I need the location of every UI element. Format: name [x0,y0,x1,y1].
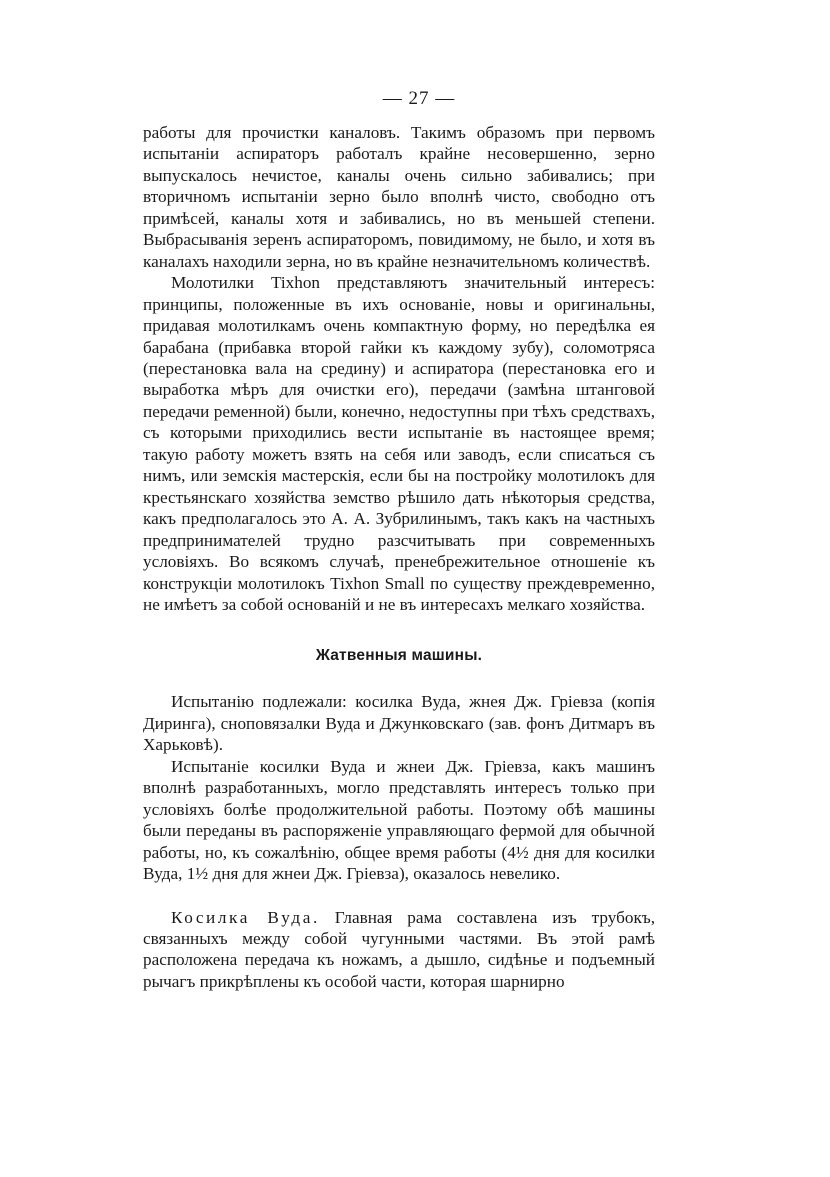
paragraph-tixhon-threshers: Молотилки Tixhon представляютъ значительный интересъ: принципы, положенные въ ихъ основаніе, новы и оригинальны, придавая молотилкамъ очень компактную форму, но передѣлка ея барабана (прибавка второй гайки къ каждому зубу), соломотряса (перестановка вала на средину) и аспиратора (перестановка его и выработка мѣръ для очистки его), передачи (замѣна штанговой передачи ременной) были, конечно, недоступны при тѣхъ средствахъ, съ которыми приходились вести испытаніе въ настоящее время; такую работу можетъ взять на себя или заводъ, если списаться съ нимъ, или земскія мастерскія, если бы на постройку молотилокъ для крестьянскаго хозяйства земство рѣшило дать нѣкоторыя средства, какъ предполагалось это А. А. Зубрилинымъ, такъ какъ на частныхъ предпринимателей трудно разсчитывать при современныхъ условіяхъ. Во всякомъ случаѣ, пренебрежительное отношеніе къ конструкціи молотилокъ Tixhon Small по существу преждевременно, не имѣетъ за собой основаній и не въ интересахъ мелкаго хозяйства. [143,273,655,614]
wood-mower-text: Главная рама составлена изъ трубокъ, связанныхъ между собой чугунными частями. Въ этой рамѣ расположена передача къ ножамъ, а дышло, сидѣнье и подъемный рычагъ прикрѣплены къ особой части, которая шарнирно [143,907,655,991]
wood-mower-lead: Косилка Вуда. [171,907,320,927]
section-title-harvesting-machines: Жатвенныя машины. [315,647,483,665]
paragraph-gap [143,885,655,907]
paragraph-mower-reaper-trial: Испытаніе косилки Вуда и жнеи Дж. Гріевза, какъ машинъ вполнѣ разработанныхъ, могло представлять интересъ только при условіяхъ болѣе продолжительной работы. Поэтому обѣ машины были переданы въ распоряженіе управляющаго фермой для обычной работы, но, къ сожалѣнію, общее время работы (4½ дня для косилки Вуда, 1½ дня для жнеи Дж. Гріевза), оказалось невелико. [143,756,655,884]
page-number: — 27 — [382,88,456,109]
paragraph-aspirator-results: работы для прочистки каналовъ. Такимъ образомъ при первомъ испытаніи аспираторъ работалъ крайне несовершенно, зерно выпускалось нечистое, каналы очень сильно забивались; при вторичномъ испытаніи зерно было вполнѣ чисто, свободно отъ примѣсей, каналы хотя и забивались, но въ меньшей степени. Выбрасыванія зеренъ аспираторомъ, повидимому, не было, и хотя въ каналахъ находили зерна, но въ крайне незначительномъ количествѣ. [143,123,655,271]
document-page [143,88,655,992]
paragraph-tested-machines: Испытанію подлежали: косилка Вуда, жнея Дж. Гріевза (копія Диринга), сноповязалки Вуда и Джунковскаго (зав. фонъ Дитмаръ въ Харьковѣ). [143,692,655,755]
paragraph-wood-mower [143,907,655,993]
